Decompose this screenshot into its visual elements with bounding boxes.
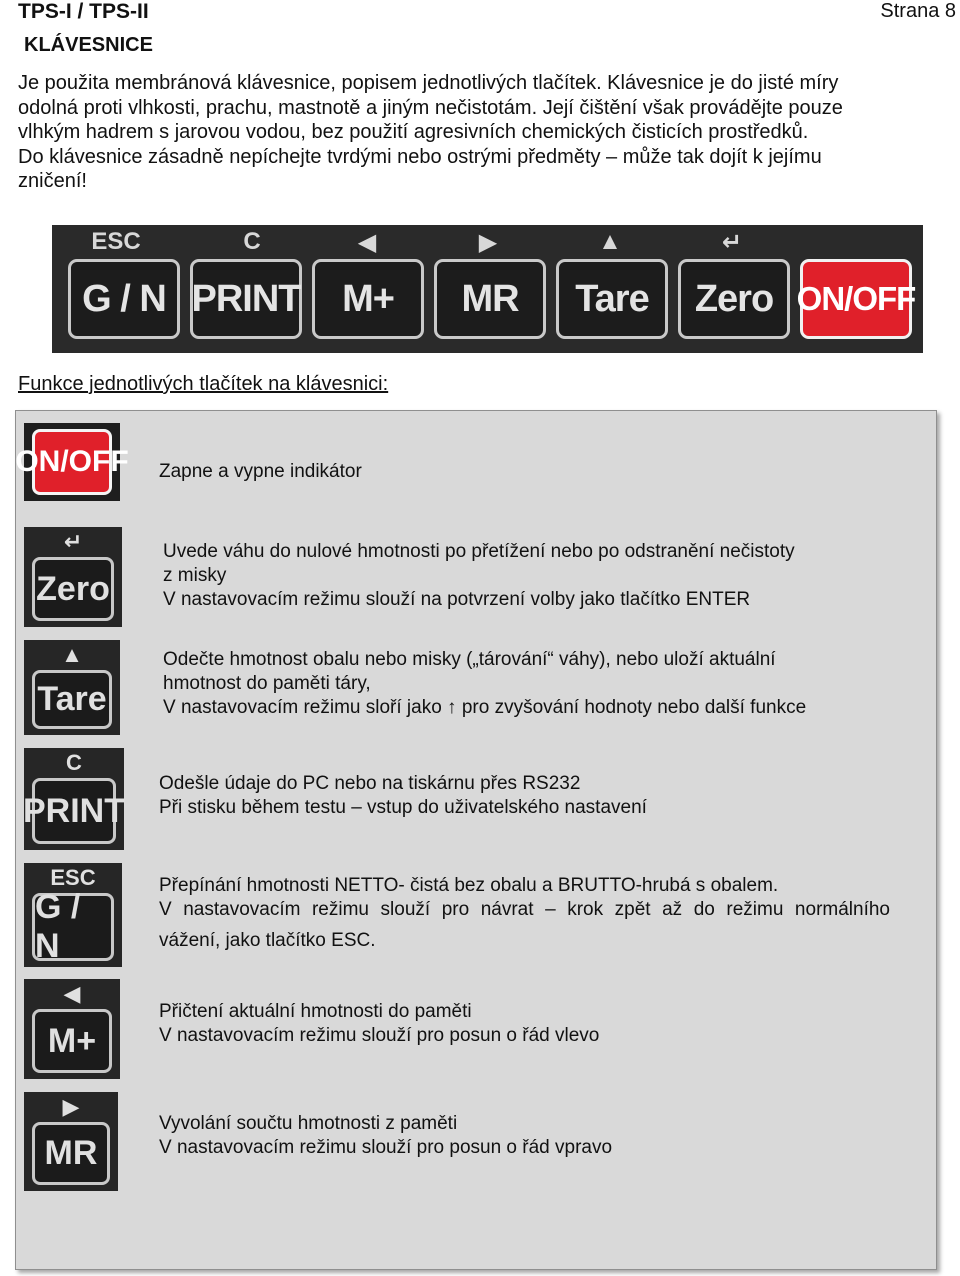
intro-line: Je použita membránová klávesnice, popisem jednotlivých tlačítek. Klávesnice je do jisté míry <box>18 72 839 94</box>
key-mplus: M+ <box>312 259 424 339</box>
print-button-image <box>24 748 124 850</box>
key-zero: Zero <box>678 259 790 339</box>
description-line: Vyvolání součtu hmotnosti z paměti <box>159 1113 458 1134</box>
enter-icon: ↵ <box>721 229 743 256</box>
up-arrow-icon: ▲ <box>598 228 622 255</box>
key-mr: MR <box>434 259 546 339</box>
tare-key: Tare <box>32 670 112 729</box>
left-arrow-icon: ◀ <box>63 981 81 1006</box>
gn-key: G / N <box>32 893 114 961</box>
description-line: z misky <box>163 565 227 586</box>
key-caption-c: C <box>66 750 82 775</box>
key-caption-esc: ESC <box>50 865 96 890</box>
document-title: TPS-I / TPS-II <box>18 0 149 23</box>
functions-panel <box>15 410 937 1270</box>
mr-description <box>159 1112 612 1160</box>
description-line: Přičtení aktuální hmotnosti do paměti <box>159 1001 472 1022</box>
key-caption-c: C <box>243 228 261 255</box>
mr-key: MR <box>32 1122 110 1185</box>
description-line: V nastavovacím režimu slouží pro návrat – krok zpět až do režimu normálního <box>159 899 890 920</box>
print-key: PRINT <box>32 778 116 844</box>
key-caption-esc: ESC <box>91 228 141 255</box>
description-line: V nastavovacím režimu slouží na potvrzení volby jako tlačítko ENTER <box>163 589 751 610</box>
intro-line: vlhkým hadrem s jarovou vodou, bez použití agresivních chemických čisticích prostředků. <box>18 121 809 143</box>
description-line: Uvede váhu do nulové hmotnosti po přetížení nebo po odstranění nečistoty <box>163 541 795 562</box>
section-title: KLÁVESNICE <box>24 34 153 56</box>
gn-button-image <box>24 863 122 967</box>
zero-key: Zero <box>32 557 114 621</box>
right-arrow-icon: ▶ <box>62 1094 80 1119</box>
key-gn: G / N <box>68 259 180 339</box>
key-tare: Tare <box>556 259 668 339</box>
description-line: Odešle údaje do PC nebo na tiskárnu přes RS232 <box>159 773 581 794</box>
right-arrow-icon: ▶ <box>478 229 498 256</box>
zero-description <box>163 540 795 612</box>
gn-description <box>159 874 890 953</box>
page-number: Strana 8 <box>880 0 956 22</box>
description-line: V nastavovacím režimu slouží pro posun o řád vpravo <box>159 1137 613 1158</box>
mplus-key: M+ <box>32 1009 112 1073</box>
description-line: Při stisku během testu – vstup do uživatelského nastavení <box>159 797 647 818</box>
description-line: V nastavovacím režimu slouží pro posun o řád vlevo <box>159 1025 600 1046</box>
enter-icon: ↵ <box>63 529 83 554</box>
key-onoff: ON/OFF <box>800 259 912 339</box>
description-line: Přepínání hmotnosti NETTO- čistá bez obalu a BRUTTO-hrubá s obalem. <box>159 875 779 896</box>
description-line: hmotnost do paměti táry, <box>163 673 371 694</box>
functions-heading: Funkce jednotlivých tlačítek na klávesnici: <box>18 373 389 395</box>
mr-button-image <box>24 1092 118 1191</box>
description-line: Zapne a vypne indikátor <box>159 461 362 482</box>
intro-line: Do klávesnice zásadně nepíchejte tvrdými nebo ostrými předměty – může tak dojít k jejímu <box>18 145 822 168</box>
tare-button-image <box>24 640 120 735</box>
onoff-key: ON/OFF <box>32 429 112 495</box>
intro-line: odolná proti vlhkosti, prachu, mastnotě a jiným nečistotám. Její čištění však provádějte pouze <box>18 96 843 119</box>
zero-button-image <box>24 527 122 627</box>
key-print: PRINT <box>190 259 302 339</box>
keyboard-photo <box>52 225 923 353</box>
up-arrow-icon: ▲ <box>61 642 83 667</box>
onoff-button-image <box>15 423 129 501</box>
mplus-description <box>159 1000 599 1048</box>
description-line: Odečte hmotnost obalu nebo misky („tárování“ váhy), nebo uloží aktuální <box>163 649 776 670</box>
left-arrow-icon: ◀ <box>357 229 377 256</box>
onoff-description <box>159 460 362 484</box>
print-description <box>159 772 647 820</box>
intro-paragraph <box>18 71 948 194</box>
mplus-button-image <box>24 979 120 1079</box>
description-line: vážení, jako tlačítko ESC. <box>159 930 376 951</box>
intro-line: zničení! <box>18 170 87 192</box>
tare-description <box>163 648 806 720</box>
description-line: V nastavovacím režimu sloří jako ↑ pro zvyšování hodnoty nebo další funkce <box>163 697 807 718</box>
